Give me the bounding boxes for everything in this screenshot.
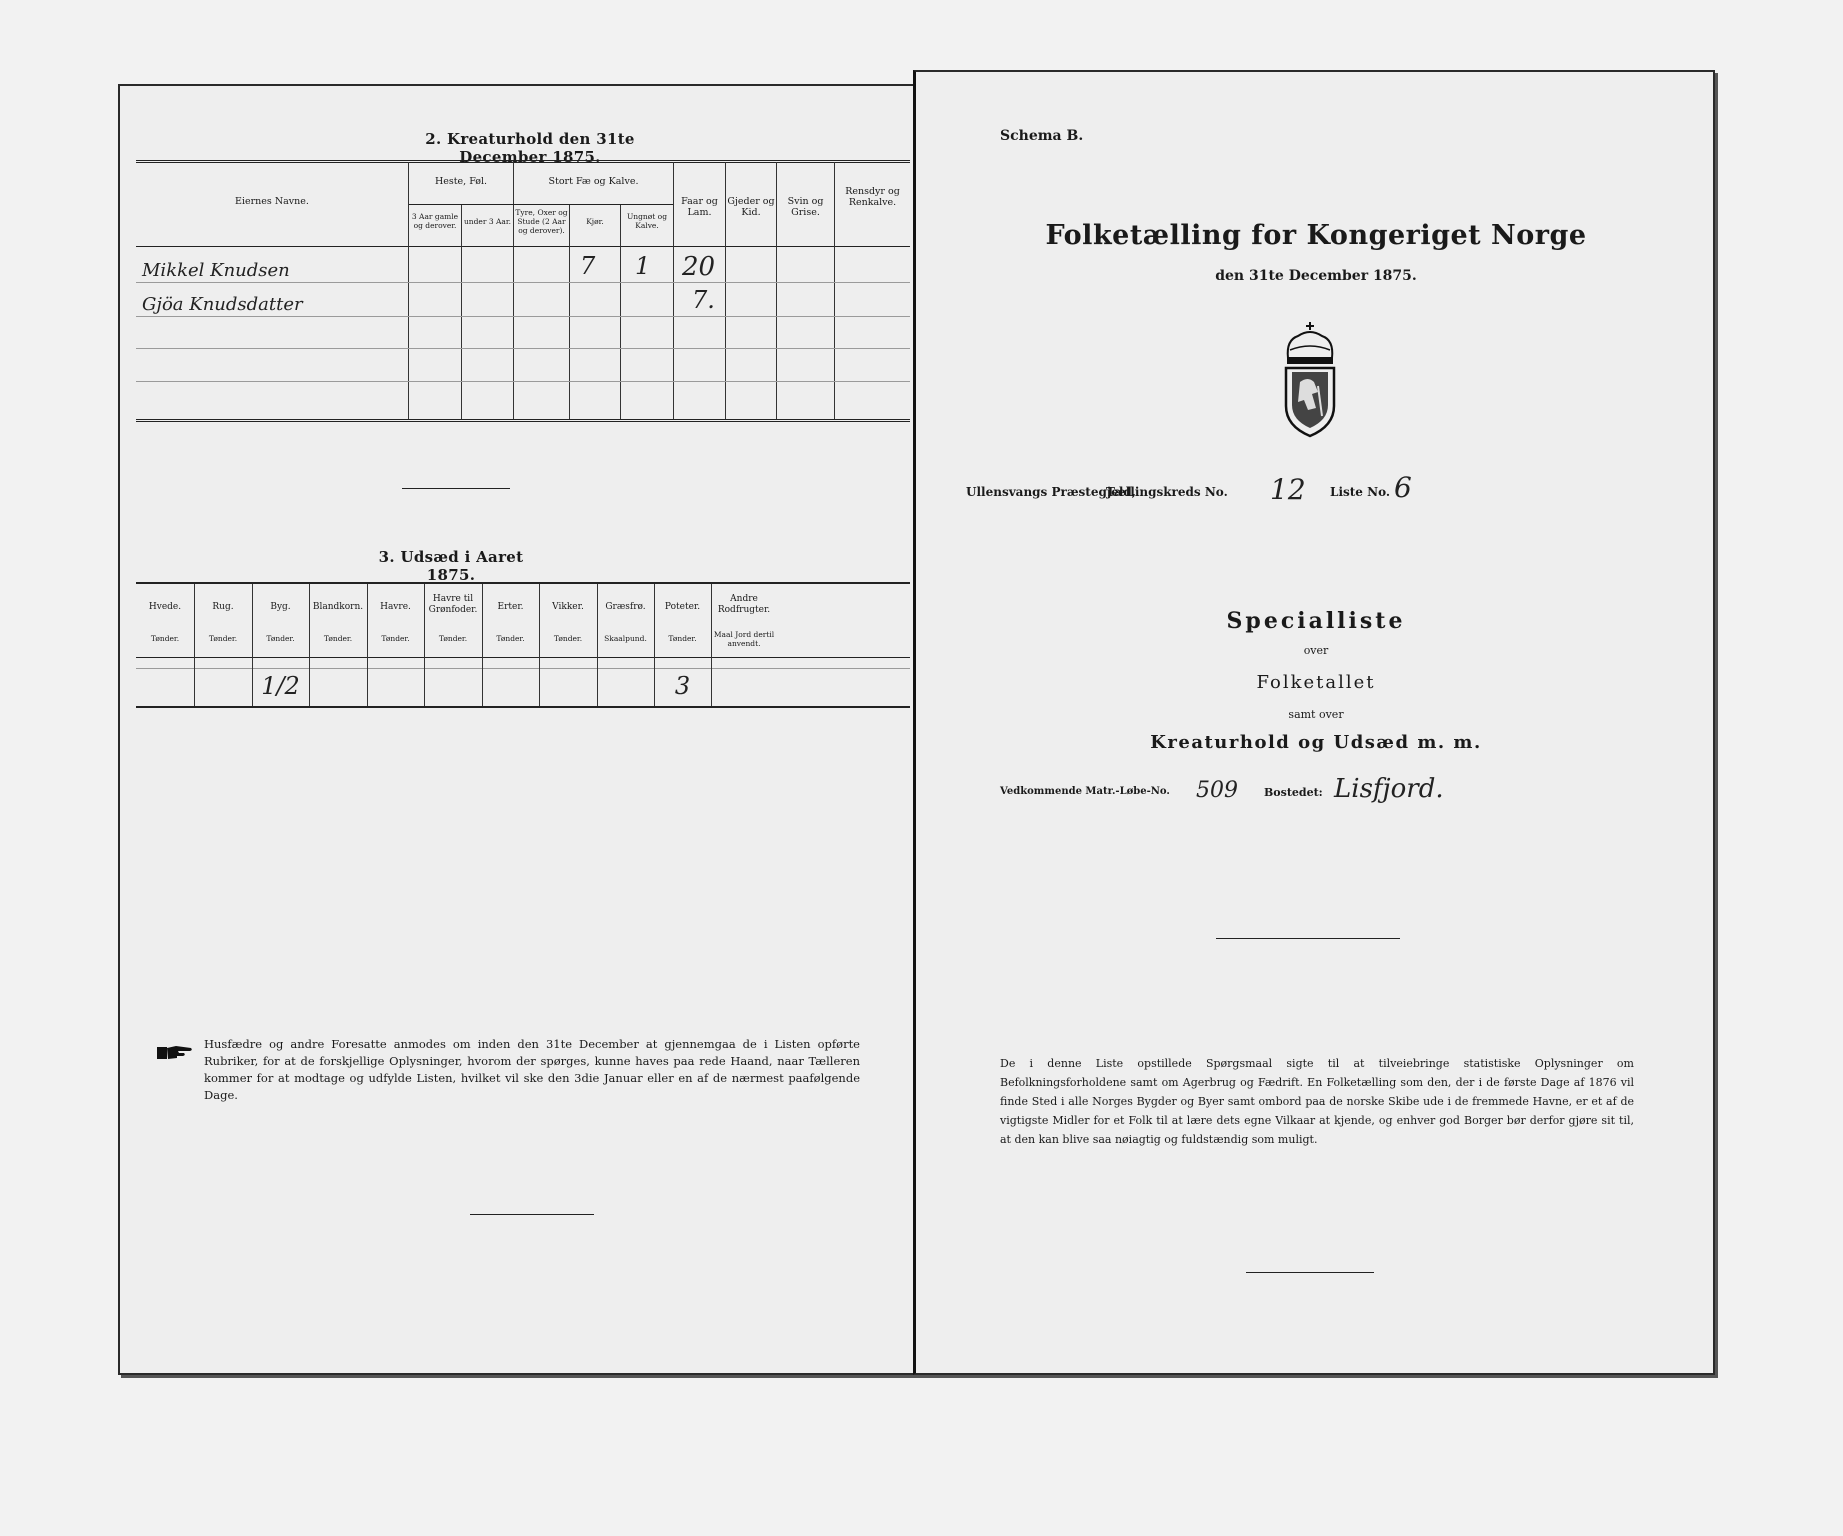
- udsaed-column: [482, 584, 540, 706]
- udsaed-column-header: Andre Rodfrugter.: [717, 594, 771, 615]
- header-owner: Eiernes Navne.: [235, 196, 309, 207]
- udsaed-column: [367, 584, 425, 706]
- header-svin: Svin og Grise.: [787, 196, 824, 218]
- udsaed-column: [136, 584, 195, 706]
- header-faar: Faar og Lam.: [681, 196, 718, 218]
- udsaed-column: [539, 584, 598, 706]
- udsaed-column-unit: Tønder.: [668, 634, 697, 643]
- bostedet-label: Bostedet:: [1264, 786, 1323, 799]
- table-row-faar: 20: [682, 252, 716, 282]
- udsaed-column: [309, 584, 368, 706]
- udsaed-column-header: Byg.: [270, 602, 291, 612]
- pointing-hand-icon: [156, 1042, 194, 1062]
- udsaed-value: 3: [674, 672, 691, 700]
- udsaed-column-unit: Tønder.: [266, 634, 295, 643]
- udsaed-value: 1/2: [261, 672, 300, 700]
- udsaed-column-unit: Tønder.: [323, 634, 353, 643]
- table2-bottom-rule: [136, 419, 910, 422]
- footer-text: De i denne Liste opstillede Spørgsmaal sigte til at tilveiebringe statistiske Oplysninger om Befolkningsforholdene samt om Agerbrug og Fædrift. En Folketælling som den, der i de første Dage af 1876 vil finde Sted i alle Norges Bygder og Byer samt ombord paa de norske Skibe ude i de fremmede Havne, er et af de vigtigste Midler for et Folk til at lære dets egne Vilkaar at kjende, og enhver god Borger bør derfor gjøre sit til, at den kan blive saa nøiagtig og fuldstændig som muligt.: [1000, 1057, 1634, 1146]
- matr-label: Vedkommende Matr.-Løbe-No.: [1000, 786, 1170, 797]
- table3-bottom-rule: [136, 706, 910, 708]
- right-page: [913, 70, 1715, 1375]
- table-row-ungnot: 1: [635, 252, 651, 280]
- table2-subheader-rule: [409, 204, 673, 205]
- matr-number: 509: [1196, 778, 1238, 803]
- udsaed-column-unit: Tønder.: [208, 634, 238, 643]
- liste-label: Liste No.: [1330, 485, 1391, 499]
- over-label-1: over: [1303, 644, 1329, 657]
- bottom-separator-rule: [470, 1214, 594, 1215]
- liste-number: 6: [1394, 471, 1412, 504]
- udsaed-column-unit: Tønder.: [496, 634, 525, 643]
- specialliste-heading: Specialliste: [1226, 608, 1406, 634]
- udsaed-table: [136, 584, 910, 706]
- table2-row-rule: [136, 316, 910, 317]
- bostedet-value: Lisfjord.: [1334, 774, 1444, 804]
- section2-title: 2. Kreaturhold den 31te December 1875.: [425, 130, 635, 166]
- schema-label: Schema B.: [1000, 128, 1084, 144]
- table2-top-rule: [136, 160, 910, 163]
- header-heste: Heste, Føl.: [434, 176, 488, 187]
- udsaed-column-header: Hvede.: [148, 602, 182, 612]
- header-gjeder: Gjeder og Kid.: [727, 196, 775, 218]
- header-heste-b: under 3 Aar.: [463, 217, 512, 226]
- header-rensdyr: Rensdyr og Renkalve.: [845, 186, 900, 208]
- kreds-label: Tællingskreds No.: [1106, 485, 1228, 499]
- matrikel-line: [1000, 772, 1620, 812]
- right-separator-rule: [1216, 938, 1400, 939]
- kreaturhold-heading: Kreaturhold og Udsæd m. m.: [1150, 732, 1482, 753]
- udsaed-column: [597, 584, 655, 706]
- table-row-faar: 7.: [692, 286, 715, 314]
- udsaed-column-header: Blandkorn.: [312, 602, 364, 612]
- udsaed-column-unit: Skaalpund.: [604, 634, 647, 643]
- udsaed-column-unit: Tønder.: [150, 634, 180, 643]
- district-line: [966, 471, 1666, 511]
- main-date: den 31te December 1875.: [1215, 268, 1417, 284]
- udsaed-column-header: Græsfrø.: [605, 602, 646, 612]
- section3-title: 3. Udsæd i Aaret 1875.: [378, 548, 524, 584]
- header-heste-a: 3 Aar gamle og derover.: [411, 212, 459, 230]
- table-row-kjor: 7: [580, 252, 596, 280]
- udsaed-column-header: Rug.: [212, 602, 234, 612]
- udsaed-column: [711, 584, 777, 706]
- udsaed-column-unit: Maal Jord dertil anvendt.: [713, 630, 775, 648]
- kreds-number: 12: [1270, 473, 1306, 506]
- left-page: [118, 84, 916, 1375]
- udsaed-column: [424, 584, 483, 706]
- udsaed-column: [654, 584, 712, 706]
- udsaed-column-header: Vikker.: [552, 602, 584, 612]
- table2-row-rule: [136, 381, 910, 382]
- table2-row-rule: [136, 282, 910, 283]
- header-stort-a: Tyre, Oxer og Stude (2 Aar og derover).: [515, 208, 568, 235]
- header-stort-b: Kjør.: [586, 217, 604, 226]
- district-label: Ullensvangs Præstegjeld,: [966, 485, 1136, 499]
- udsaed-column-unit: Tønder.: [381, 634, 410, 643]
- coat-of-arms-icon: [1278, 320, 1342, 440]
- header-stort-c: Ungnøt og Kalve.: [626, 212, 667, 230]
- table2-row-rule: [136, 348, 910, 349]
- udsaed-column-header: Erter.: [497, 602, 524, 612]
- table2-vline: [620, 204, 621, 419]
- udsaed-column: [252, 584, 310, 706]
- folketallet-label: Folketallet: [1256, 672, 1376, 693]
- table2-header-rule: [136, 246, 910, 247]
- udsaed-column-header: Poteter.: [664, 602, 701, 612]
- udsaed-column: [194, 584, 253, 706]
- notice-text: Husfædre og andre Foresatte anmodes om inden den 31te December at gjennemgaa de i Listen opførte Rubriker, for at de forskjellige Oplysninger, hvorom der spørges, kunne haves paa rede Haand, naar Tælleren kommer for at modtage og udfylde Listen, hvilket vil ske den 3die Januar eller en af de nærmest paafølgende Dage.: [204, 1037, 860, 1102]
- udsaed-column-header: Havre til Grønfoder.: [428, 594, 478, 615]
- udsaed-column-header: Havre.: [380, 602, 411, 612]
- separator-rule: [402, 488, 510, 489]
- main-title: Folketælling for Kongeriget Norge: [1045, 220, 1587, 251]
- right-bottom-rule: [1246, 1272, 1374, 1273]
- udsaed-column-unit: Tønder.: [553, 634, 583, 643]
- header-stort: Stort Fæ og Kalve.: [548, 176, 639, 187]
- table2-vline: [461, 204, 462, 419]
- table-row-owner-name: Gjöa Knudsdatter: [142, 294, 303, 315]
- table-row-owner-name: Mikkel Knudsen: [142, 260, 290, 281]
- samt-over-label: samt over: [1288, 708, 1344, 721]
- table2-vline: [569, 204, 570, 419]
- udsaed-column-unit: Tønder.: [438, 634, 468, 643]
